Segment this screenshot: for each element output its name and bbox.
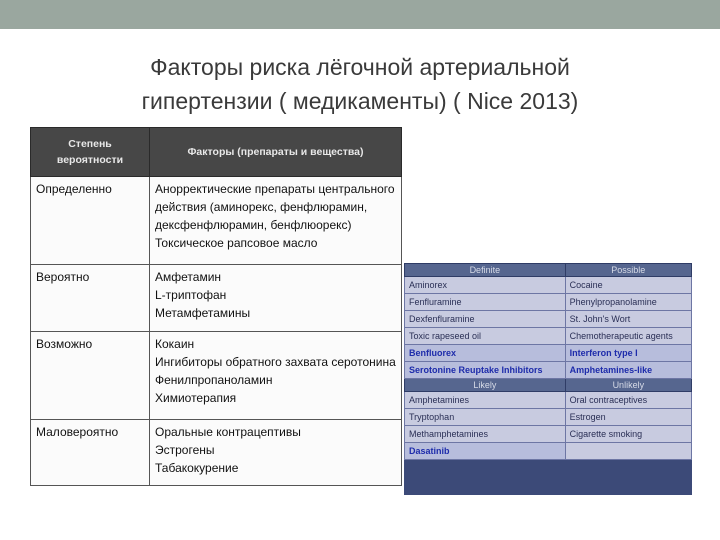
- header-degree: Степень вероятности: [31, 128, 150, 177]
- definite-cell: Benfluorex: [405, 345, 566, 362]
- factor-item: Табакокурение: [155, 461, 239, 475]
- factor-item: Оральные контрацептивы: [155, 425, 301, 439]
- unlikely-cell: [565, 443, 691, 460]
- unlikely-cell: Cigarette smoking: [565, 426, 691, 443]
- table-row: [405, 345, 692, 362]
- factor-item: Ингибиторы обратного захвата серотонина: [155, 355, 396, 369]
- factor-item: Токсическое рапсовое масло: [155, 236, 318, 250]
- definite-cell: Fenfluramine: [405, 294, 566, 311]
- table-row: [31, 265, 402, 332]
- definite-cell: Serotonine Reuptake Inhibitors: [405, 362, 566, 379]
- table-row: [405, 443, 692, 460]
- possible-cell: Phenylpropanolamine: [565, 294, 691, 311]
- slide-title-line-1: Факторы риска лёгочной артериальной: [150, 54, 570, 80]
- factor-item: Кокаин: [155, 337, 195, 351]
- slide-title: [60, 50, 660, 118]
- likely-cell: Tryptophan: [405, 409, 566, 426]
- table-row: [405, 392, 692, 409]
- table-row: [31, 420, 402, 486]
- table-row: [405, 409, 692, 426]
- table-row: [31, 177, 402, 265]
- definite-cell: Aminorex: [405, 277, 566, 294]
- factor-item: Метамфетамины: [155, 306, 251, 320]
- factors-cell: [150, 265, 402, 332]
- factor-item: дексфенфлюрамин, бенфлюорекс): [155, 218, 352, 232]
- header-likely: Likely: [405, 379, 566, 392]
- factor-item: Амфетамин: [155, 270, 222, 284]
- degree-cell: Маловероятно: [31, 420, 150, 486]
- factor-item: Эстрогены: [155, 443, 215, 457]
- possible-cell: Amphetamines-like: [565, 362, 691, 379]
- top-bar: [0, 0, 720, 29]
- factors-cell: [150, 177, 402, 265]
- risk-factors-table-ru: [30, 127, 402, 486]
- factor-item: Фенилпропаноламин: [155, 373, 273, 387]
- nice-2013-table-photo: [404, 263, 692, 495]
- definite-cell: Dexfenfluramine: [405, 311, 566, 328]
- factor-item: Химиотерапия: [155, 391, 237, 405]
- header-definite: Definite: [405, 264, 566, 277]
- degree-cell: Вероятно: [31, 265, 150, 332]
- table-row: [405, 362, 692, 379]
- table-row: [405, 328, 692, 345]
- factors-cell: [150, 420, 402, 486]
- likely-cell: Amphetamines: [405, 392, 566, 409]
- possible-cell: St. John's Wort: [565, 311, 691, 328]
- degree-cell: Определенно: [31, 177, 150, 265]
- header-factors: Факторы (препараты и вещества): [150, 128, 402, 177]
- header-possible: Possible: [565, 264, 691, 277]
- table-row: [31, 332, 402, 420]
- factor-item: L-триптофан: [155, 288, 227, 302]
- table-row: [405, 426, 692, 443]
- factors-cell: [150, 332, 402, 420]
- definite-cell: Toxic rapeseed oil: [405, 328, 566, 345]
- table-row: [405, 277, 692, 294]
- possible-cell: Interferon type I: [565, 345, 691, 362]
- factor-item: действия (аминорекс, фенфлюрамин,: [155, 200, 368, 214]
- possible-cell: Cocaine: [565, 277, 691, 294]
- likely-cell: Methamphetamines: [405, 426, 566, 443]
- table-row: [405, 294, 692, 311]
- factor-item: Анорректические препараты центрального: [155, 182, 395, 196]
- likely-cell: Dasatinib: [405, 443, 566, 460]
- degree-cell: Возможно: [31, 332, 150, 420]
- table-row: [405, 311, 692, 328]
- slide-title-line-2: гипертензии ( медикаменты) ( Nice 2013): [141, 88, 579, 114]
- unlikely-cell: Estrogen: [565, 409, 691, 426]
- possible-cell: Chemotherapeutic agents: [565, 328, 691, 345]
- risk-factors-table-en: [404, 263, 692, 460]
- header-unlikely: Unlikely: [565, 379, 691, 392]
- unlikely-cell: Oral contraceptives: [565, 392, 691, 409]
